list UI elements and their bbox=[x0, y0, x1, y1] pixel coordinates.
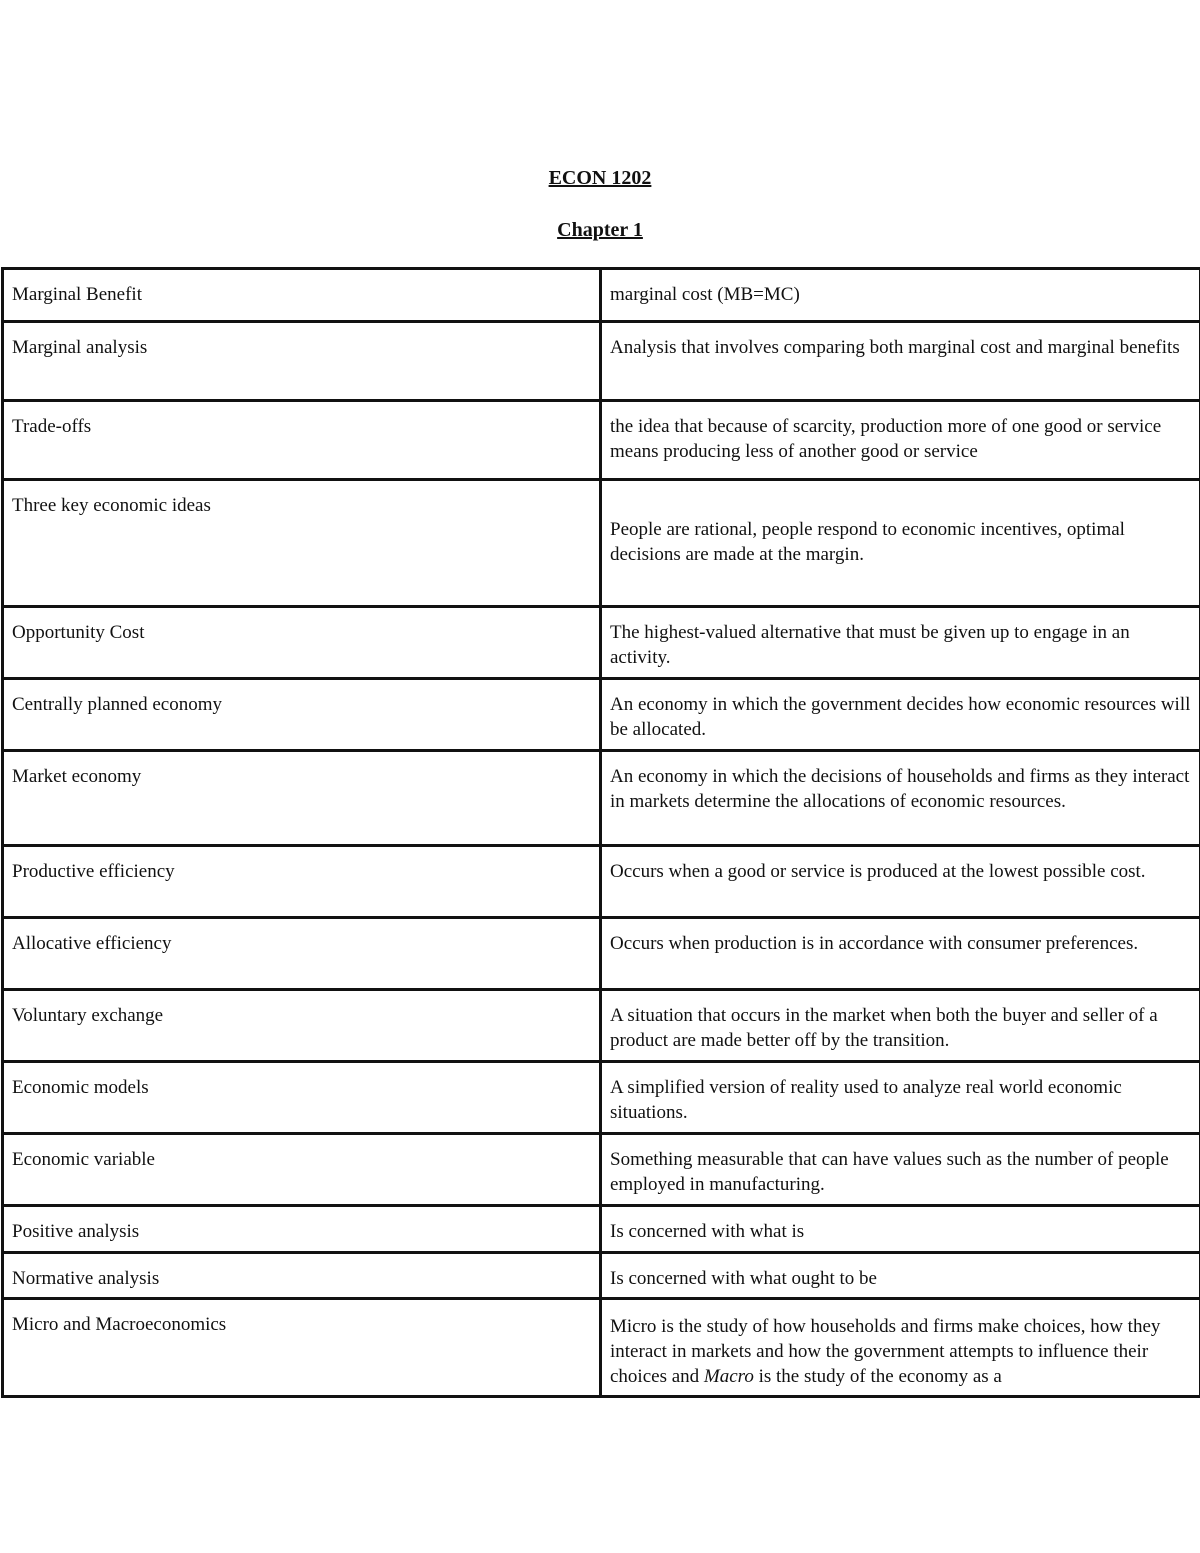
term-cell: Voluntary exchange bbox=[3, 990, 601, 1062]
table-row bbox=[3, 269, 1200, 322]
definition-cell: The highest-valued alternative that must be given up to engage in an activity. bbox=[601, 607, 1200, 679]
table-row bbox=[3, 1253, 1200, 1299]
table-row bbox=[3, 1299, 1200, 1397]
term-cell: Micro and Macroeconomics bbox=[3, 1299, 601, 1397]
term-cell: Productive efficiency bbox=[3, 846, 601, 918]
term-cell: Allocative efficiency bbox=[3, 918, 601, 990]
definition-cell: marginal cost (MB=MC) bbox=[601, 269, 1200, 322]
definition-cell: Something measurable that can have values such as the number of people employed in manufacturing. bbox=[601, 1134, 1200, 1206]
chapter-heading: Chapter 1 bbox=[557, 219, 643, 241]
term-cell: Opportunity Cost bbox=[3, 607, 601, 679]
table-row bbox=[3, 679, 1200, 751]
table-row bbox=[3, 607, 1200, 679]
definition-cell: An economy in which the government decides how economic resources will be allocated. bbox=[601, 679, 1200, 751]
definition-text: Micro is the study of how households and firms make choices, how they interact in markets and how the government attempts to influence their choices and bbox=[610, 1316, 1161, 1387]
term-cell: Positive analysis bbox=[3, 1206, 601, 1253]
table-row bbox=[3, 846, 1200, 918]
term-cell: Normative analysis bbox=[3, 1253, 601, 1299]
term-cell: Economic variable bbox=[3, 1134, 601, 1206]
term-cell: Economic models bbox=[3, 1062, 601, 1134]
definition-cell: Occurs when production is in accordance with consumer preferences. bbox=[601, 918, 1200, 990]
definition-cell: Is concerned with what is bbox=[601, 1206, 1200, 1253]
definition-cell: Analysis that involves comparing both marginal cost and marginal benefits bbox=[601, 322, 1200, 401]
document-title: ECON 1202 bbox=[548, 167, 652, 189]
table-row bbox=[3, 401, 1200, 480]
glossary-table bbox=[1, 267, 1200, 1398]
term-cell: Three key economic ideas bbox=[3, 480, 601, 607]
definition-cell bbox=[601, 1299, 1200, 1397]
term-cell: Trade-offs bbox=[3, 401, 601, 480]
table-row bbox=[3, 322, 1200, 401]
definition-cell: An economy in which the decisions of households and firms as they interact in markets determine the allocations of economic resources. bbox=[601, 751, 1200, 846]
definition-cell: the idea that because of scarcity, production more of one good or service means producing less of another good or service bbox=[601, 401, 1200, 480]
definition-cell: A simplified version of reality used to analyze real world economic situations. bbox=[601, 1062, 1200, 1134]
table-row bbox=[3, 1062, 1200, 1134]
definition-cell: Occurs when a good or service is produced at the lowest possible cost. bbox=[601, 846, 1200, 918]
definition-cell: Is concerned with what ought to be bbox=[601, 1253, 1200, 1299]
term-cell: Market economy bbox=[3, 751, 601, 846]
table-row bbox=[3, 990, 1200, 1062]
table-row bbox=[3, 1134, 1200, 1206]
table-row bbox=[3, 1206, 1200, 1253]
table-row bbox=[3, 918, 1200, 990]
definition-cell: A situation that occurs in the market when both the buyer and seller of a product are made better off by the transition. bbox=[601, 990, 1200, 1062]
table-row bbox=[3, 751, 1200, 846]
table-row bbox=[3, 480, 1200, 607]
term-cell: Marginal analysis bbox=[3, 322, 601, 401]
definition-italic-text: Macro bbox=[703, 1366, 754, 1387]
term-cell: Marginal Benefit bbox=[3, 269, 601, 322]
definition-text: is the study of the economy as a bbox=[753, 1366, 1002, 1387]
term-cell: Centrally planned economy bbox=[3, 679, 601, 751]
definition-cell: People are rational, people respond to economic incentives, optimal decisions are made at the margin. bbox=[601, 480, 1200, 607]
